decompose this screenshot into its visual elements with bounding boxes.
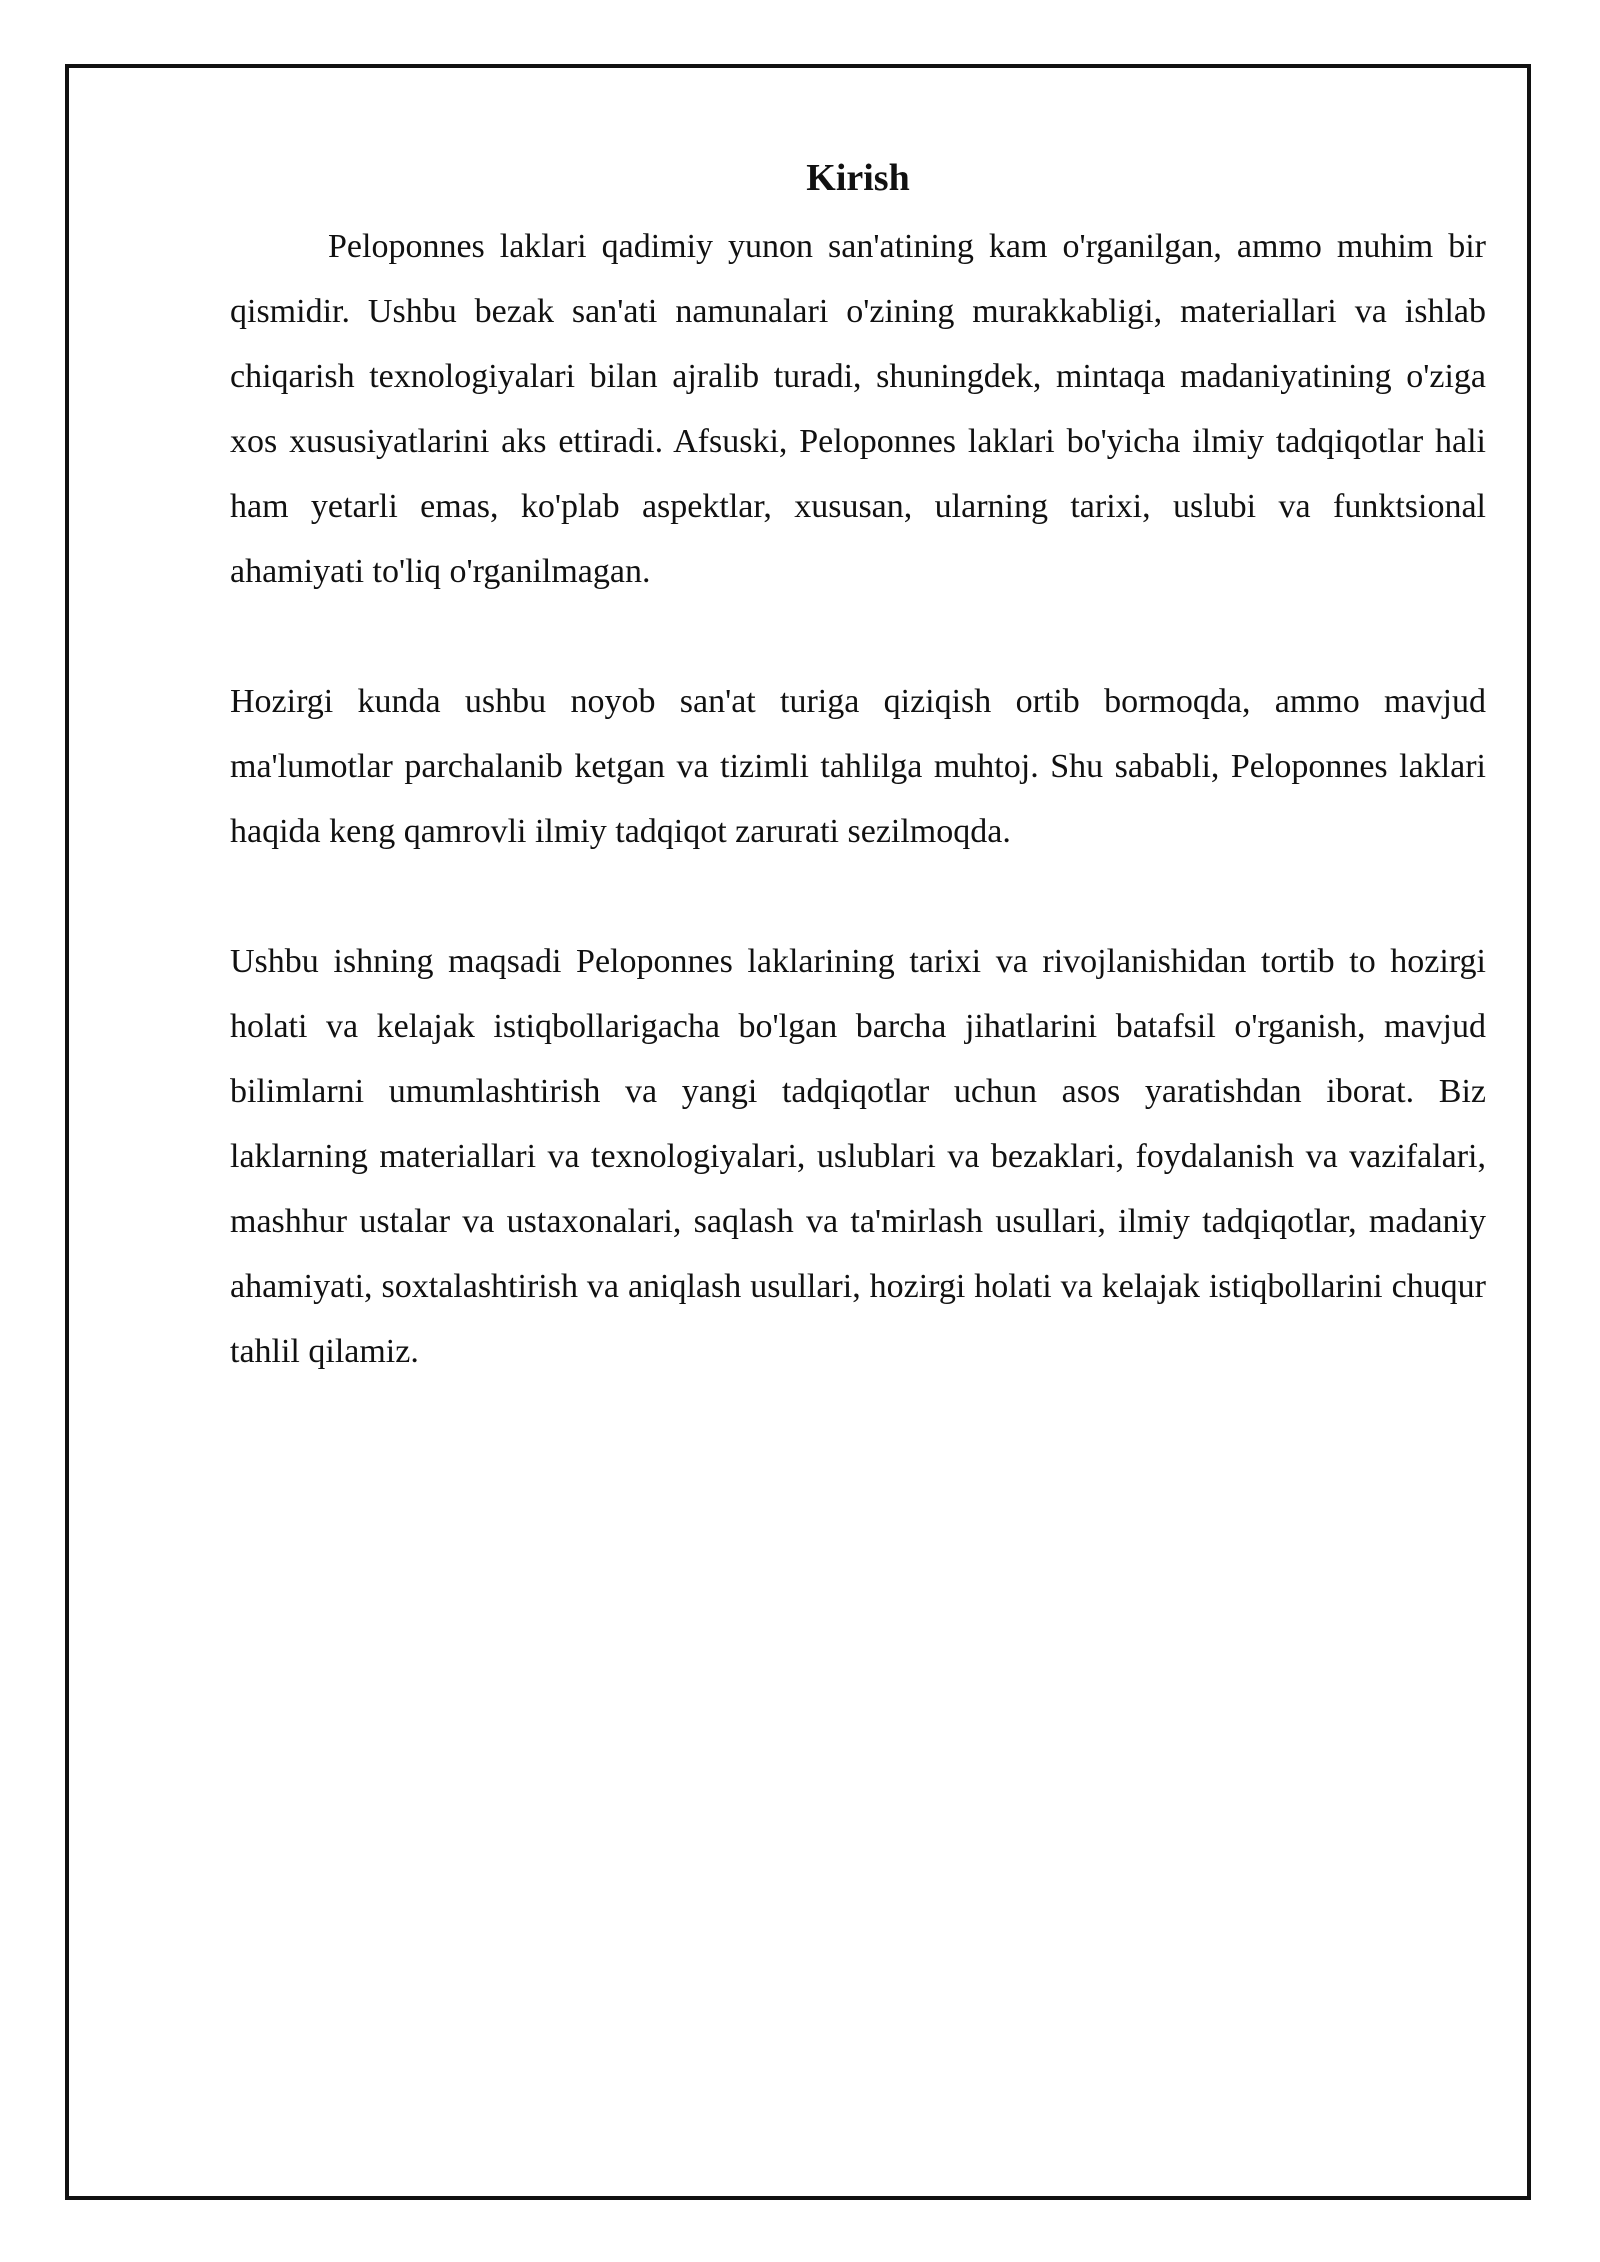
- paragraph-spacer: [230, 864, 1486, 929]
- paragraph-intro: Peloponnes laklari qadimiy yunon san'atining kam o'rganilgan, ammo muhim bir qismidir. Ushbu bezak san'ati namunalari o'zining murakkabligi, materiallari va ishlab chiqarish texnologiyalari bilan ajralib turadi, shuningdek, mintaqa madaniyatining o'ziga xos xususiyatlarini aks ettiradi. Afsuski, Peloponnes laklari bo'yicha ilmiy tadqiqotlar hali ham yetarli emas, ko'plab aspektlar, xususan, ularning tarixi, uslubi va funktsional ahamiyati to'liq o'rganilmagan.: [230, 228, 1486, 590]
- page-title: Kirish: [806, 157, 910, 199]
- paragraph-goal: Ushbu ishning maqsadi Peloponnes laklarining tarixi va rivojlanishidan tortib to hozirgi holati va kelajak istiqbollarigacha bo'lgan barcha jihatlarini batafsil o'rganish, mavjud bilimlarni umumlashtirish va yangi tadqiqotlar uchun asos yaratishdan iborat. Biz laklarning materiallari va texnologiyalari, uslublari va bezaklari, foydalanish va vazifalari, mashhur ustalar va ustaxonalari, saqlash va ta'mirlash usullari, ilmiy tadqiqotlar, madaniy ahamiyati, soxtalashtirish va aniqlash usullari, hozirgi holati va kelajak istiqbollarini chuqur tahlil qilamiz.: [230, 943, 1486, 1370]
- paragraph-relevance: Hozirgi kunda ushbu noyob san'at turiga qiziqish ortib bormoqda, ammo mavjud ma'lumotlar parchalanib ketgan va tizimli tahlilga muhtoj. Shu sababli, Peloponnes laklari haqida keng qamrovli ilmiy tadqiqot zarurati sezilmoqda.: [230, 683, 1486, 850]
- document-body: [230, 148, 1486, 1384]
- paragraph-spacer: [230, 604, 1486, 669]
